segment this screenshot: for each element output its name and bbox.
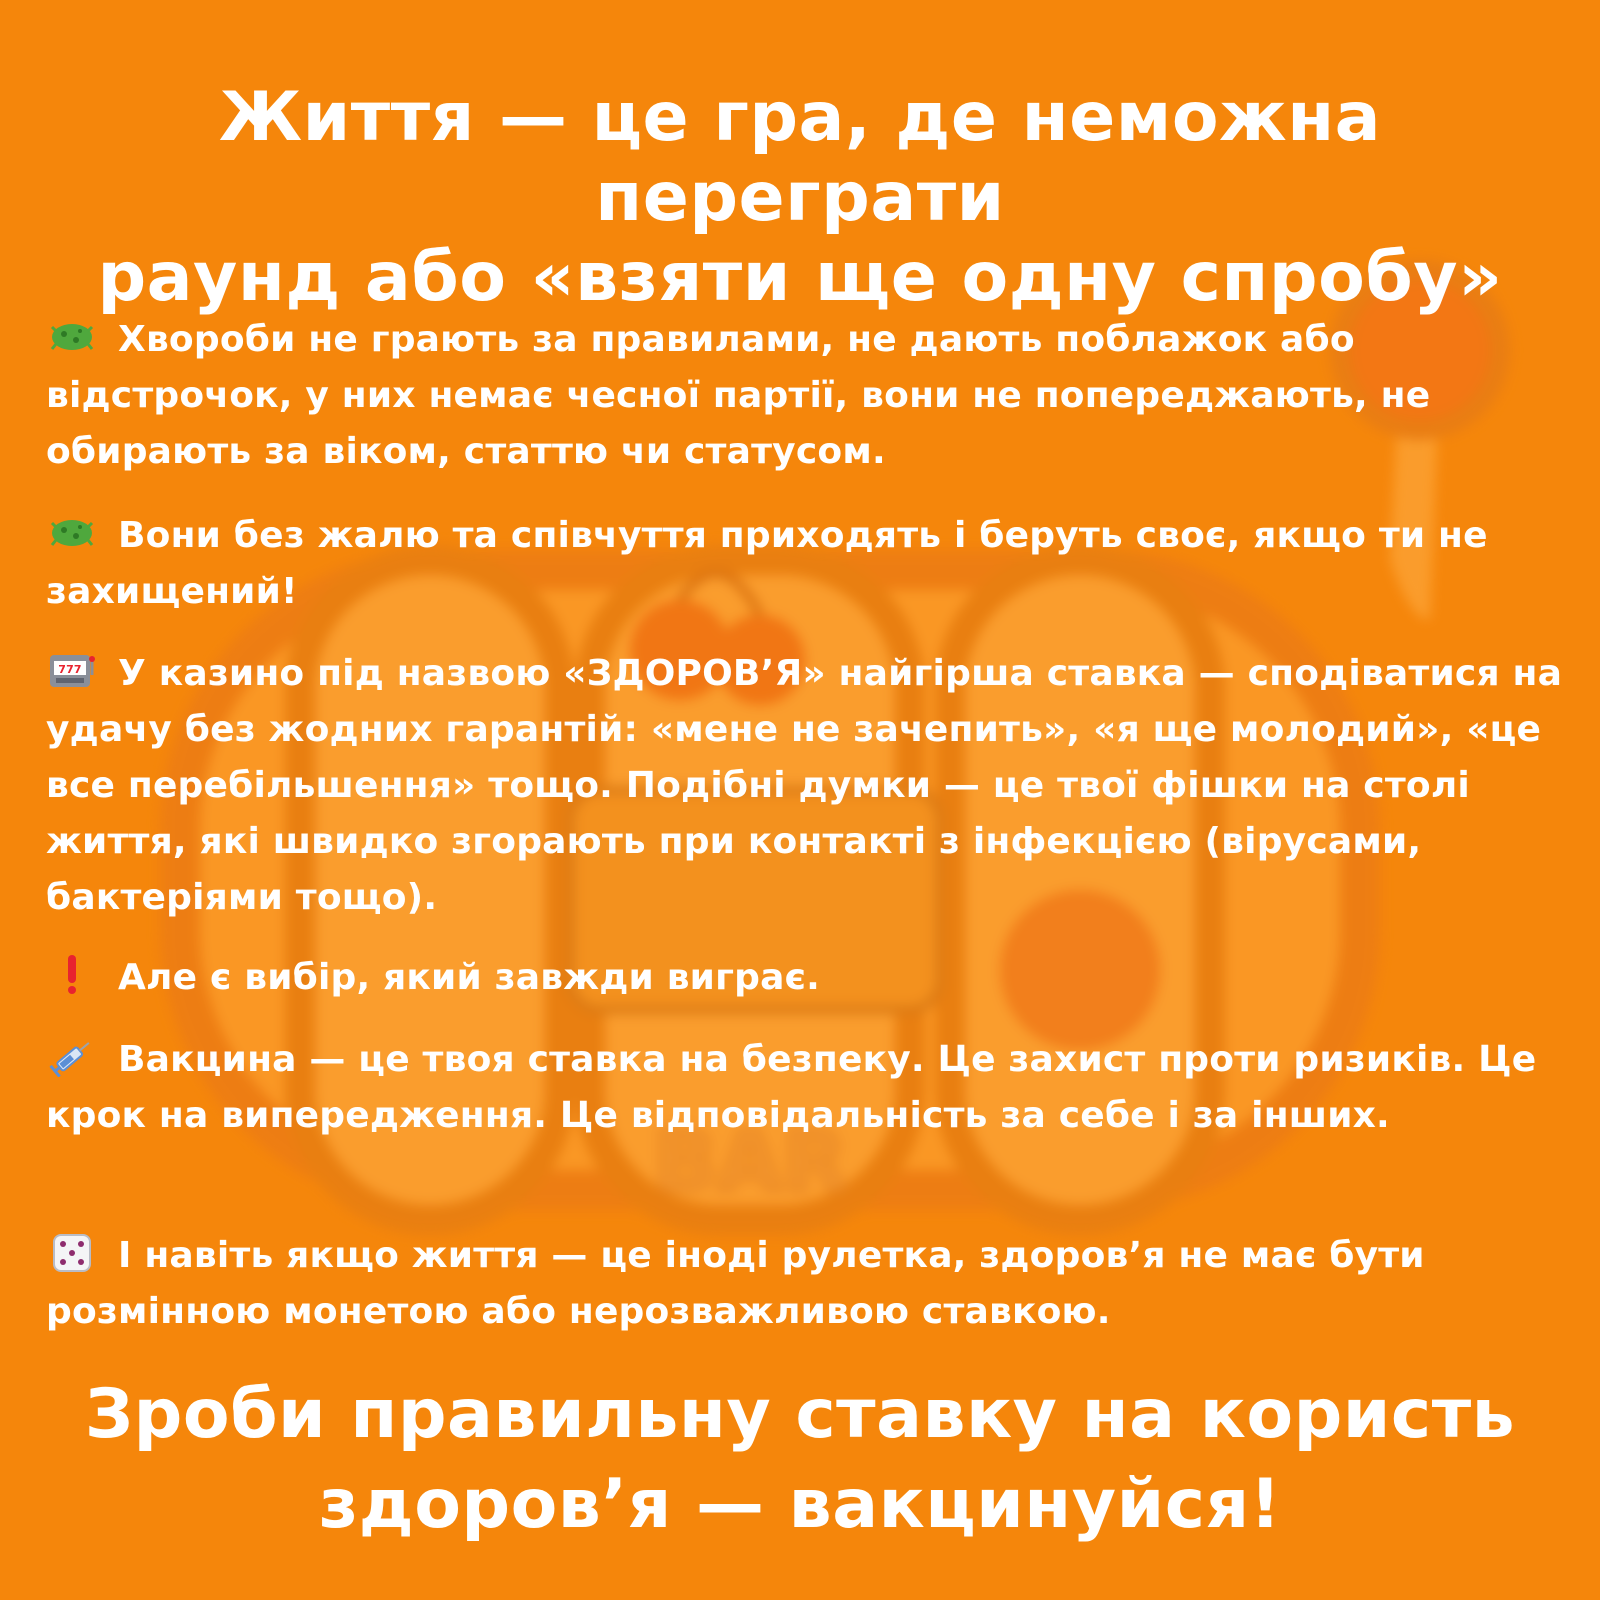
paragraph-casino [46,646,1566,926]
paragraph-choice [46,950,1566,1006]
paragraph-text: І навіть якщо життя — це іноді рулетка, здоров’я не має бути розмінною монетою або нерозважливою ставкою. [46,1235,1425,1332]
paragraph-text: Вакцина — це твоя ставка на безпеку. Це захист проти ризиків. Це крок на випередження. Це відповідальність за себе і за інших. [46,1039,1537,1136]
bar-label: BAR [653,1112,847,1210]
paragraph-text: Хвороби не грають за правилами, не дають поблажок або відстрочок, у них немає чесної партії, вони не попереджають, не обирають за віком, статтю чи статусом. [46,319,1431,472]
footer-line-2: здоров’я — вакцинуйся! [318,1465,1282,1544]
paragraph-without-pity [46,508,1566,620]
page-title [20,78,1580,318]
paragraph-roulette [46,1228,1566,1340]
microbe-icon [46,317,98,357]
paragraph-text: Вони без жалю та співчуття приходять і беруть своє, якщо ти не захищений! [46,515,1488,612]
paragraph-diseases [46,312,1566,480]
dice-icon [46,1233,98,1273]
exclamation-icon [46,955,98,995]
paragraph-text: Але є вибір, який завжди виграє. [118,957,820,998]
slot-machine-icon [46,651,98,691]
call-to-action [20,1370,1580,1550]
paragraph-text: У казино під назвою «ЗДОРОВ’Я» найгірша ставка — сподіватися на удачу без жодних гарантій: «мене не зачепить», «я ще молодий», «це все перебільшення» тощо. Подібні думки — це твої фішки на столі життя, які швидко згорають при контакті з інфекцією (вірусами, бактеріями тощо). [46,653,1563,918]
syringe-icon [46,1037,98,1077]
microbe-icon [46,513,98,553]
paragraph-vaccine [46,1032,1566,1144]
svg-text:777: 777 [58,663,82,676]
title-line-2: раунд або «взяти ще одну спробу» [97,238,1503,317]
footer-line-1: Зроби правильну ставку на користь [84,1375,1516,1454]
title-line-1: Життя — це гра, де неможна переграти [218,78,1382,237]
